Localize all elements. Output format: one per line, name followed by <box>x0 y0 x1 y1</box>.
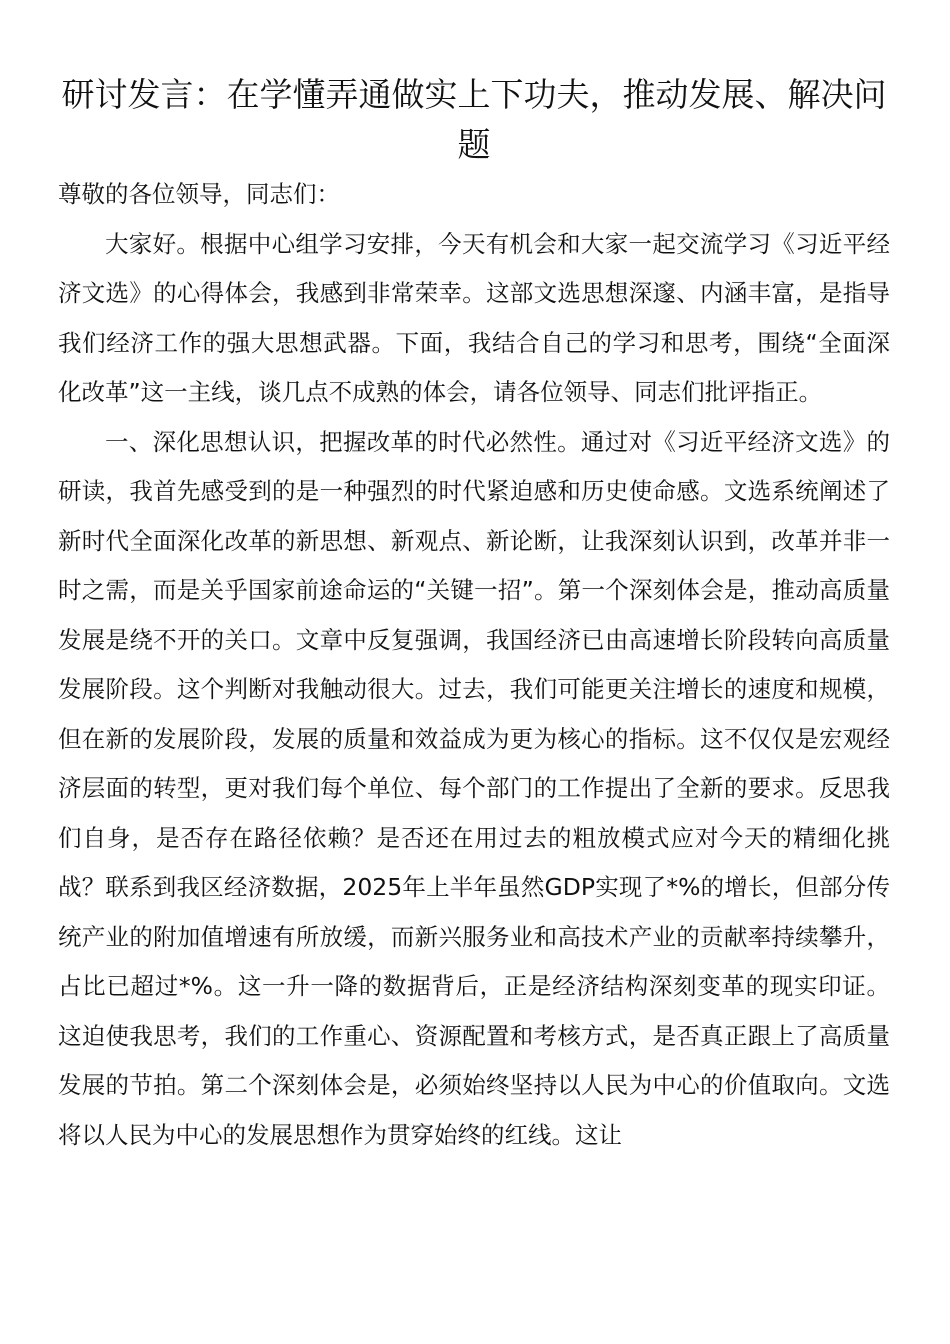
salutation: 尊敬的各位领导，同志们： <box>58 180 340 208</box>
paragraph-section-one: 一、深化思想认识，把握改革的时代必然性。通过对《习近平经济文选》的研读，我首先感受到的是一种强烈的时代紧迫感和历史使命感。文选系统阐述了新时代全面深化改革的新思想、新观点、新论断，让我深刻认识到，改革并非一时之需，而是关乎国家前途命运的“关键一招”。第一个深刻体会是，推动高质量发展是绕不开的关口。文章中反复强调，我国经济已由高速增长阶段转向高质量发展阶段。这个判断对我触动很大。过去，我们可能更关注增长的速度和规模，但在新的发展阶段，发展的质量和效益成为更为核心的指标。这不仅仅是宏观经济层面的转型，更对我们每个单位、每个部门的工作提出了全新的要求。反思我们自身，是否存在路径依赖？是否还在用过去的粗放模式应对今天的精细化挑战？联系到我区经济数据，2025年上半年虽然GDP实现了*%的增长，但部分传统产业的附加值增速有所放缓，而新兴服务业和高技术产业的贡献率持续攀升，占比已超过*%。这一升一降的数据背后，正是经济结构深刻变革的现实印证。这迫使我思考，我们的工作重心、资源配置和考核方式，是否真正跟上了高质量发展的节拍。第二个深刻体会是，必须始终坚持以人民为中心的价值取向。文选将以人民为中心的发展思想作为贯穿始终的红线。这让 <box>58 427 890 1149</box>
paragraph-opening: 大家好。根据中心组学习安排，今天有机会和大家一起交流学习《习近平经济文选》的心得体会，我感到非常荣幸。这部文选思想深邃、内涵丰富，是指导我们经济工作的强大思想武器。下面，我结合自己的学习和思考，围绕“全面深化改革”这一主线，谈几点不成熟的体会，请各位领导、同志们批评指正。 <box>58 229 890 406</box>
document-title: 研讨发言：在学懂弄通做实上下功夫，推动发展、解决问题 <box>61 75 887 164</box>
